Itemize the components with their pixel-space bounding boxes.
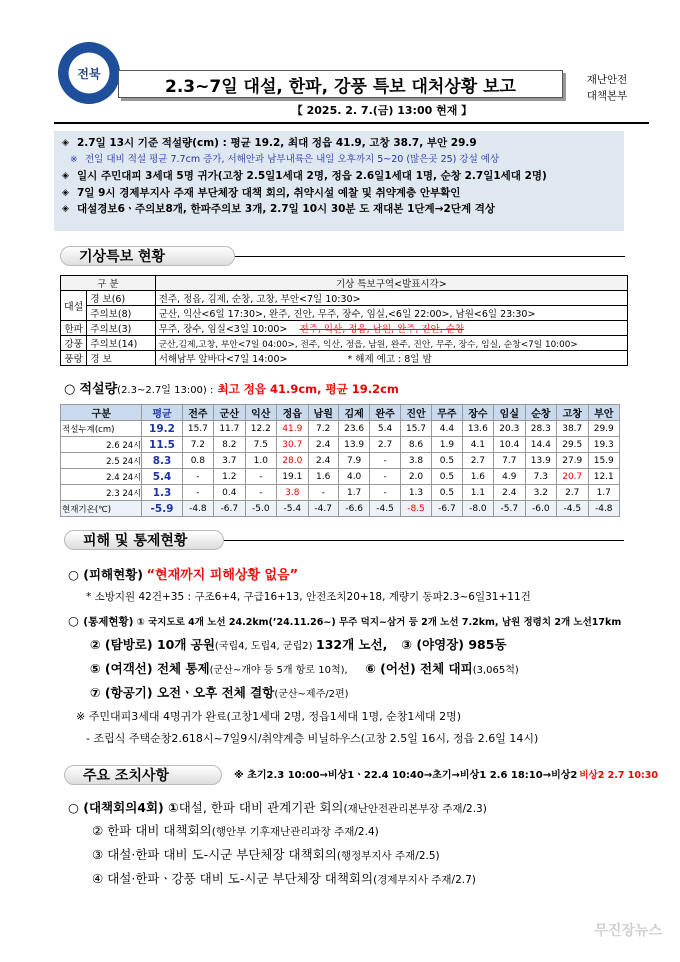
value-cell: 13.9 <box>338 437 369 453</box>
value-cell: - <box>182 469 213 485</box>
row-label: 2.4 24시 <box>61 469 142 485</box>
table-row <box>61 306 628 321</box>
value-cell: 1.9 <box>432 437 462 453</box>
summary-line <box>62 152 616 169</box>
jeonbuk-logo <box>58 42 120 104</box>
value-cell: 3.7 <box>214 453 245 469</box>
section-rule <box>235 256 625 257</box>
table-row <box>61 469 620 485</box>
summary-line <box>62 135 616 152</box>
table-row <box>61 321 628 336</box>
table-row <box>61 351 628 366</box>
measure-num: ② <box>92 823 104 838</box>
value-cell: 4.0 <box>338 469 369 485</box>
value-cell: -6.0 <box>525 501 556 517</box>
column-header: 전주 <box>182 405 213 421</box>
measure-num: ③ <box>92 847 104 862</box>
value-cell: 1.1 <box>462 485 493 501</box>
value-cell: 0.8 <box>182 453 213 469</box>
value-cell: 41.9 <box>277 421 308 437</box>
measure-note: (행정부지사 주재/2.5) <box>336 850 440 862</box>
damage-label: (피해현황) <box>83 567 143 582</box>
measure-note: (재난안전관리본부장 주재/2.3) <box>343 803 487 815</box>
value-cell: 8.2 <box>214 437 245 453</box>
value-cell: 2.4 <box>494 485 525 501</box>
value-cell: -4.8 <box>182 501 213 517</box>
value-cell: -8.5 <box>400 501 431 517</box>
value-cell: - <box>308 485 338 501</box>
value-cell: 4.4 <box>432 421 462 437</box>
row-label: 현재기온(℃) <box>61 501 142 517</box>
note-icon: ※ <box>70 154 78 165</box>
dept-line-1: 재난안전 <box>586 74 628 86</box>
column-header: 익산 <box>245 405 276 421</box>
control-label: (통제현황) <box>83 616 134 628</box>
evacuation-note: ※ 주민대피3세대 4명귀가 완료(고창1세대 2명, 정읍1세대 1명, 순창1세대 2명) <box>76 710 462 723</box>
areas-cell <box>155 321 627 336</box>
snow-highlight: 최고 정읍 41.9cm, 평균 19.2cm <box>217 382 399 396</box>
measure-item <box>92 823 379 840</box>
table-row <box>61 421 620 437</box>
average-cell: 5.4 <box>142 469 182 485</box>
value-cell: 2.0 <box>400 469 431 485</box>
value-cell: 15.7 <box>182 421 213 437</box>
value-cell: 12.1 <box>588 469 620 485</box>
column-header: 완주 <box>370 405 400 421</box>
value-cell: -4.5 <box>370 501 400 517</box>
report-date: 【 2025. 2. 7.(금) 13:00 현재 】 <box>291 104 473 117</box>
value-cell: 0.5 <box>432 485 462 501</box>
section-heading-damage: 피해 및 통제현황 <box>64 530 224 550</box>
ferry-control: ⑤ (여객선) 전체 통제 <box>90 661 210 676</box>
measure-num: ○ (대책회의4회) ① <box>68 800 179 815</box>
value-cell: -6.7 <box>432 501 462 517</box>
value-cell: 30.7 <box>277 437 308 453</box>
column-header: 장수 <box>462 405 493 421</box>
table-header: 구 분 <box>61 276 156 291</box>
value-cell: 0.5 <box>432 453 462 469</box>
value-cell: -4.5 <box>557 501 588 517</box>
value-cell: 29.9 <box>588 421 620 437</box>
average-cell: -5.9 <box>142 501 182 517</box>
value-cell: - <box>245 469 276 485</box>
control-line: ○ (통제현황) ① 국지도로 4개 노선 24.2km(’24.11.26~) 무주 덕지~삼거 등 2개 노선 7.2km, 남원 정령치 2개 노선17km <box>68 613 622 628</box>
value-cell: 8.6 <box>400 437 431 453</box>
value-cell: 1.3 <box>400 485 431 501</box>
snow-period: (2.3~2.7일 13:00) : <box>117 385 214 396</box>
value-cell: 3.8 <box>277 485 308 501</box>
table-row <box>61 485 620 501</box>
areas-cell: 군산, 익산<6일 17:30>, 완주, 진안, 무주, 장수, 임실,<6일 22:00>, 남원<6일 23:30> <box>155 306 627 321</box>
column-header: 구분 <box>61 405 142 421</box>
section-heading-measures: 주요 조치사항 <box>64 765 222 785</box>
value-cell: 2.7 <box>370 437 400 453</box>
value-cell: 27.9 <box>557 453 588 469</box>
areas-cell <box>155 351 627 366</box>
value-cell: 3.8 <box>400 453 431 469</box>
summary-line <box>62 185 616 202</box>
value-cell: 28.3 <box>525 421 556 437</box>
fishing-control: ⑥ (어선) 전체 대피 <box>365 661 473 676</box>
trail-control: ② (탐방로) 10개 공원 <box>90 637 215 652</box>
damage-status: “현재까지 피해상황 없음” <box>146 568 299 583</box>
value-cell: 20.7 <box>557 469 588 485</box>
flight-control: ⑦ (항공기) 오전ㆍ오후 전체 결항 <box>90 685 275 700</box>
value-cell: 5.4 <box>370 421 400 437</box>
road-control: ① 국지도로 4개 노선 24.2km(’24.11.26~) 무주 덕지~삼거 등 2개 노선 7.2km, 남원 정령치 2개 노선17km <box>136 617 622 628</box>
value-cell: 2.7 <box>462 453 493 469</box>
value-cell: -4.8 <box>588 501 620 517</box>
value-cell: 4.9 <box>494 469 525 485</box>
sub-cell: 주의보(14) <box>87 336 155 351</box>
value-cell: 10.4 <box>494 437 525 453</box>
value-cell: 0.4 <box>214 485 245 501</box>
value-cell: 12.2 <box>245 421 276 437</box>
current-stage: 비상2 2.7 10:30 <box>579 770 659 781</box>
snowfall-table <box>60 404 620 517</box>
value-cell: - <box>370 453 400 469</box>
section-rule <box>224 540 624 541</box>
group-cell: 대설 <box>61 291 87 321</box>
value-cell: -5.7 <box>494 501 525 517</box>
dept-line-2: 대책본부 <box>586 90 628 102</box>
value-cell: -4.7 <box>308 501 338 517</box>
snowfall-heading: ○ 적설량(2.3~2.7일 13:00) : 최고 정읍 41.9cm, 평균 19.2cm <box>64 382 399 397</box>
areas-text: 무주, 장수, 임실<3일 10:00> <box>158 324 288 335</box>
value-cell: 11.7 <box>214 421 245 437</box>
value-cell: - <box>182 485 213 501</box>
sub-cell: 경 보(6) <box>87 291 155 306</box>
value-cell: - <box>370 485 400 501</box>
value-cell: - <box>370 469 400 485</box>
value-cell: 0.5 <box>432 469 462 485</box>
table-row <box>61 501 620 517</box>
control-line <box>90 685 349 702</box>
summary-box <box>54 131 624 231</box>
summary-text: 일시 주민대피 3세대 5명 귀가(고창 2.5일1세대 2명, 정읍 2.6일1세대 1명, 순창 2.7일1세대 2명) <box>77 170 547 182</box>
bullet-icon: ◈ <box>62 187 69 198</box>
value-cell: 1.6 <box>308 469 338 485</box>
value-cell: 7.5 <box>245 437 276 453</box>
measure-text: 한파 대비 대책회의 <box>107 823 212 838</box>
column-header: 군산 <box>214 405 245 421</box>
control-line <box>90 661 519 678</box>
measure-text: 대설·한파ㆍ강풍 대비 도-시군 부단체장 대책회의 <box>107 871 374 886</box>
release-note: * 해제 예고 : 8일 밤 <box>347 354 432 365</box>
lifted-areas: 전주, 익산, 정읍, 남원, 완주, 진안, 순창 <box>299 324 465 335</box>
average-cell: 8.3 <box>142 453 182 469</box>
ferry-detail: (군산~개야 등 5개 항로 10척), <box>209 665 348 676</box>
table-header-row <box>61 405 620 421</box>
table-row <box>61 453 620 469</box>
column-header: 임실 <box>494 405 525 421</box>
summary-line <box>62 168 616 185</box>
logo-text: 전북 <box>77 66 101 81</box>
value-cell: 19.3 <box>588 437 620 453</box>
value-cell: 1.7 <box>588 485 620 501</box>
summary-line <box>62 201 616 218</box>
measure-item <box>68 800 487 817</box>
column-header: 무주 <box>432 405 462 421</box>
sub-cell: 경 보 <box>87 351 155 366</box>
fire-support-line: * 소방지원 42건+35 : 구조6+4, 구급16+13, 안전조치20+18, 계량기 동파2.3~6일31+11건 <box>86 591 531 603</box>
average-cell: 19.2 <box>142 421 182 437</box>
value-cell: 2.7 <box>557 485 588 501</box>
average-cell: 1.3 <box>142 485 182 501</box>
column-header: 부안 <box>588 405 620 421</box>
measure-num: ④ <box>92 871 104 886</box>
warning-table <box>60 275 628 366</box>
value-cell: 1.7 <box>338 485 369 501</box>
row-label: 2.3 24시 <box>61 485 142 501</box>
column-header: 정읍 <box>277 405 308 421</box>
measure-text: 대설, 한파 대비 관계기관 회의 <box>178 800 344 815</box>
fishing-detail: (3,065척) <box>472 665 519 676</box>
value-cell: 20.3 <box>494 421 525 437</box>
summary-text: 대설경보6ㆍ주의보8개, 한파주의보 3개, 2.7일 10시 30분 도 재대본 1단계→2단계 격상 <box>77 203 496 215</box>
value-cell: 13.6 <box>462 421 493 437</box>
value-cell: - <box>245 485 276 501</box>
bullet-icon: ◈ <box>62 171 69 181</box>
value-cell: 28.0 <box>277 453 308 469</box>
group-cell: 풍랑 <box>61 351 87 366</box>
measure-text: 대설·한파 대비 도-시군 부단체장 대책회의 <box>107 847 337 862</box>
value-cell: 7.2 <box>182 437 213 453</box>
areas-cell: 전주, 정읍, 김제, 순창, 고창, 부안<7일 10:30> <box>155 291 627 306</box>
value-cell: 29.5 <box>557 437 588 453</box>
damage-line: ○ (피해현황) “현재까지 피해상황 없음” <box>68 567 299 583</box>
trail-detail: (국립4, 도립4, 군립2) <box>214 641 313 652</box>
value-cell: 13.9 <box>525 453 556 469</box>
control-line <box>90 637 507 654</box>
column-header: 남원 <box>308 405 338 421</box>
section-heading-weather: 기상특보 현황 <box>60 246 235 266</box>
table-row <box>61 336 628 351</box>
measure-item <box>92 847 440 864</box>
group-cell: 한파 <box>61 321 87 336</box>
value-cell: -5.4 <box>277 501 308 517</box>
value-cell: 14.4 <box>525 437 556 453</box>
value-cell: 1.6 <box>462 469 493 485</box>
divider <box>54 122 649 124</box>
row-label: 2.5 24시 <box>61 453 142 469</box>
value-cell: 1.0 <box>245 453 276 469</box>
average-cell: 11.5 <box>142 437 182 453</box>
row-label: 2.6 24시 <box>61 437 142 453</box>
areas-cell: 군산,김제,고창, 부안<7일 04:00>, 전주, 익산, 정읍, 남원, 완주, 진안, 무주, 장수, 임실, 순창<7일 10:00> <box>155 336 627 351</box>
value-cell: 7.2 <box>308 421 338 437</box>
page-title: 2.3~7일 대설, 한파, 강풍 특보 대처상황 보고 <box>118 70 563 98</box>
campsite-control: ③ (야영장) 985동 <box>401 637 507 652</box>
summary-text: 전일 대비 적설 평균 7.7cm 증가, 서해안과 남부내륙은 내일 오후까지 5~20 (많은곳 25) 강설 예상 <box>85 153 500 165</box>
measure-note: (경제부지사 주재/2.7) <box>373 874 476 886</box>
value-cell: 15.7 <box>400 421 431 437</box>
value-cell: 15.9 <box>588 453 620 469</box>
department <box>572 72 642 104</box>
value-cell: 2.4 <box>308 437 338 453</box>
stage-progression: ※ 초기2.3 10:00→비상1ㆍ22.4 10:40→초기→비상1 2.6 18:10→비상2 <box>234 770 578 781</box>
value-cell: 3.2 <box>525 485 556 501</box>
value-cell: 7.3 <box>525 469 556 485</box>
watermark: 무진장뉴스 <box>594 923 662 939</box>
row-label: 적설누계(cm) <box>61 421 142 437</box>
value-cell: -5.0 <box>245 501 276 517</box>
housing-note: - 조립식 주택순창2.618시~7일9시/취약계층 비닐하우스(고창 2.5일 16시, 정읍 2.6일 14시) <box>86 732 539 745</box>
bullet-icon: ◈ <box>62 204 69 214</box>
column-header: 고창 <box>557 405 588 421</box>
value-cell: -6.7 <box>214 501 245 517</box>
value-cell: 2.4 <box>308 453 338 469</box>
flight-detail: (군산~제주/2편) <box>274 689 349 700</box>
value-cell: 38.7 <box>557 421 588 437</box>
trail-count: 132개 노선, <box>316 637 388 652</box>
value-cell: -6.6 <box>338 501 369 517</box>
sub-cell: 주의보(8) <box>87 306 155 321</box>
column-header: 김제 <box>338 405 369 421</box>
sub-cell: 주의보(3) <box>87 321 155 336</box>
bullet-icon: ◈ <box>62 138 69 148</box>
summary-text: 2.7일 13시 기준 적설량(cm) : 평균 19.2, 최대 정읍 41.9, 고창 38.7, 부안 29.9 <box>77 137 477 149</box>
response-stages <box>234 768 658 783</box>
column-header: 평균 <box>142 405 182 421</box>
value-cell: 4.1 <box>462 437 493 453</box>
group-cell: 강풍 <box>61 336 87 351</box>
value-cell: -8.0 <box>462 501 493 517</box>
value-cell: 1.2 <box>214 469 245 485</box>
table-header: 기상 특보구역<발표시각> <box>155 276 627 291</box>
summary-text: 7일 9시 경제부지사 주재 부단체장 대책 회의, 취약시설 예찰 및 취약계층 안부확인 <box>77 186 461 199</box>
value-cell: 7.9 <box>338 453 369 469</box>
value-cell: 23.6 <box>338 421 369 437</box>
column-header: 순창 <box>525 405 556 421</box>
areas-text: 서해남부 앞바다<7일 14:00> <box>158 354 288 365</box>
measure-item <box>92 871 476 888</box>
value-cell: 19.1 <box>277 469 308 485</box>
measure-note: (행안부 기후재난관리과장 주재/2.4) <box>211 826 379 838</box>
value-cell: 7.7 <box>494 453 525 469</box>
column-header: 진안 <box>400 405 431 421</box>
table-row <box>61 291 628 306</box>
table-row <box>61 437 620 453</box>
snow-title: 적설량 <box>79 382 118 397</box>
